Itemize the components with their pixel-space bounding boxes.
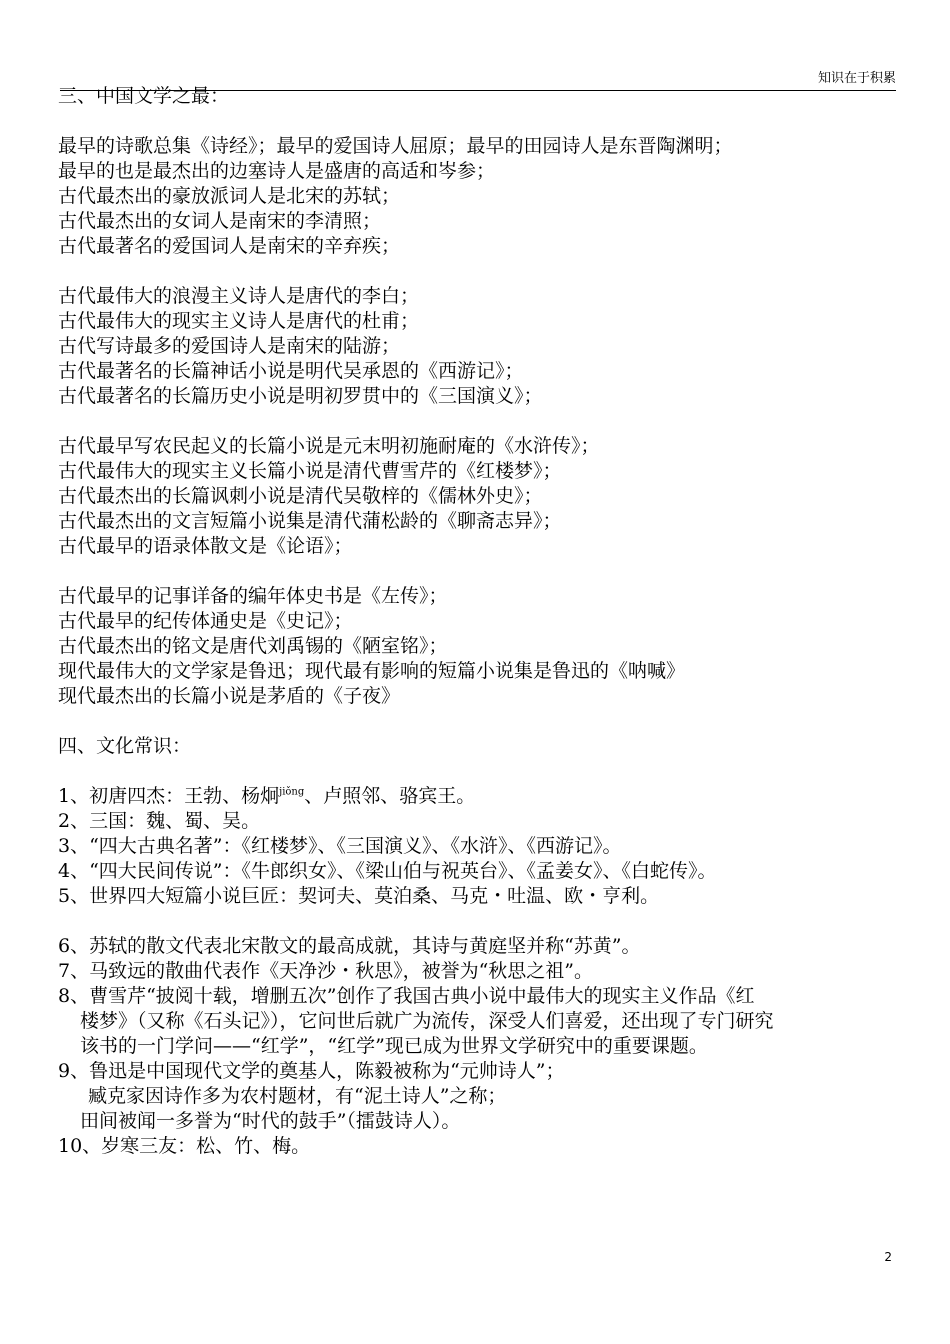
list-item: 9、鲁迅是中国现代文学的奠基人，陈毅被称为“元帅诗人”； — [58, 1060, 565, 1082]
list-item: 4、“四大民间传说”：《牛郎织女》、《梁山伯与祝英台》、《孟姜女》、《白蛇传》。 — [58, 860, 717, 882]
section-title: 三、中国文学之最： — [58, 85, 230, 107]
list-item — [58, 784, 898, 809]
text-line: 古代最著名的长篇历史小说是明初罗贯中的《三国演义》； — [58, 385, 543, 407]
list-item-continuation: 田间被闻一多誉为“时代的鼓手”（擂鼓诗人）。 — [80, 1110, 461, 1132]
page-number: 2 — [884, 1250, 892, 1264]
list-item: 3、“四大古典名著”：《红楼梦》、《三国演义》、《水浒》、《西游记》。 — [58, 835, 622, 857]
text-line: 现代最杰出的长篇小说是茅盾的《子夜》 — [58, 685, 401, 707]
list-item-continuation: 臧克家因诗作多为农村题材，有“泥土诗人”之称； — [88, 1085, 507, 1107]
text-line: 古代最伟大的现实主义长篇小说是清代曹雪芹的《红楼梦》； — [58, 460, 562, 482]
pinyin-annotation: jiǒng — [279, 786, 305, 798]
list-item: 7、马致远的散曲代表作《天净沙・秋思》，被誉为“秋思之祖”。 — [58, 960, 594, 982]
text-line: 古代最杰出的文言短篇小说集是清代蒲松龄的《聊斋志异》； — [58, 510, 562, 532]
text-line: 古代最杰出的长篇讽刺小说是清代吴敬梓的《儒林外史》； — [58, 485, 543, 507]
list-item: 8、曹雪芹“披阅十载，增删五次”创作了我国古典小说中最伟大的现实主义作品《红 — [58, 985, 755, 1007]
text-line: 最早的也是最杰出的边塞诗人是盛唐的高适和岑参； — [58, 160, 496, 182]
item-text: 、卢照邻、骆宾王。 — [304, 785, 476, 807]
text-line: 最早的诗歌总集《诗经》；最早的爱国诗人屈原；最早的田园诗人是东晋陶渊明； — [58, 135, 733, 157]
section-title: 四、文化常识： — [58, 735, 192, 757]
text-line: 古代最杰出的女词人是南宋的李清照； — [58, 210, 382, 232]
text-line: 古代最杰出的铭文是唐代刘禹锡的《陋室铭》； — [58, 635, 448, 657]
text-line: 古代最早的语录体散文是《论语》； — [58, 535, 353, 557]
list-item: 6、苏轼的散文代表北宋散文的最高成就，其诗与黄庭坚并称“苏黄”。 — [58, 935, 641, 957]
text-line: 古代最伟大的现实主义诗人是唐代的杜甫； — [58, 310, 420, 332]
list-item: 2、三国：魏、蜀、吴。 — [58, 810, 261, 832]
list-item-continuation: 楼梦》（又称《石头记》），它问世后就广为流传，深受人们喜爱，还出现了专门研究 — [80, 1010, 774, 1032]
header-text: 知识在于积累 — [817, 71, 896, 86]
document-body — [58, 84, 898, 1159]
text-line: 古代最著名的爱国词人是南宋的辛弃疾； — [58, 235, 401, 257]
item-text: 1、初唐四杰：王勃、杨 — [58, 785, 261, 807]
list-item-continuation: 该书的一门学问——“红学”，“红学”现已成为世界文学研究中的重要课题。 — [80, 1035, 708, 1057]
text-line: 古代最早写农民起义的长篇小说是元末明初施耐庵的《水浒传》； — [58, 435, 600, 457]
text-line: 古代最著名的长篇神话小说是明代吴承恩的《西游记》； — [58, 360, 524, 382]
text-line: 古代写诗最多的爱国诗人是南宋的陆游； — [58, 335, 401, 357]
list-item: 5、世界四大短篇小说巨匠：契诃夫、莫泊桑、马克・吐温、欧・亨利。 — [58, 885, 660, 907]
text-line: 古代最伟大的浪漫主义诗人是唐代的李白； — [58, 285, 420, 307]
annotated-char: 炯 — [260, 785, 280, 807]
text-line: 古代最早的记事详备的编年体史书是《左传》； — [58, 585, 448, 607]
text-line: 现代最伟大的文学家是鲁迅；现代最有影响的短篇小说集是鲁迅的《呐喊》 — [58, 660, 686, 682]
text-line: 古代最早的纪传体通史是《史记》； — [58, 610, 353, 632]
list-item: 10、岁寒三友：松、竹、梅。 — [58, 1135, 311, 1157]
text-line: 古代最杰出的豪放派词人是北宋的苏轼； — [58, 185, 401, 207]
